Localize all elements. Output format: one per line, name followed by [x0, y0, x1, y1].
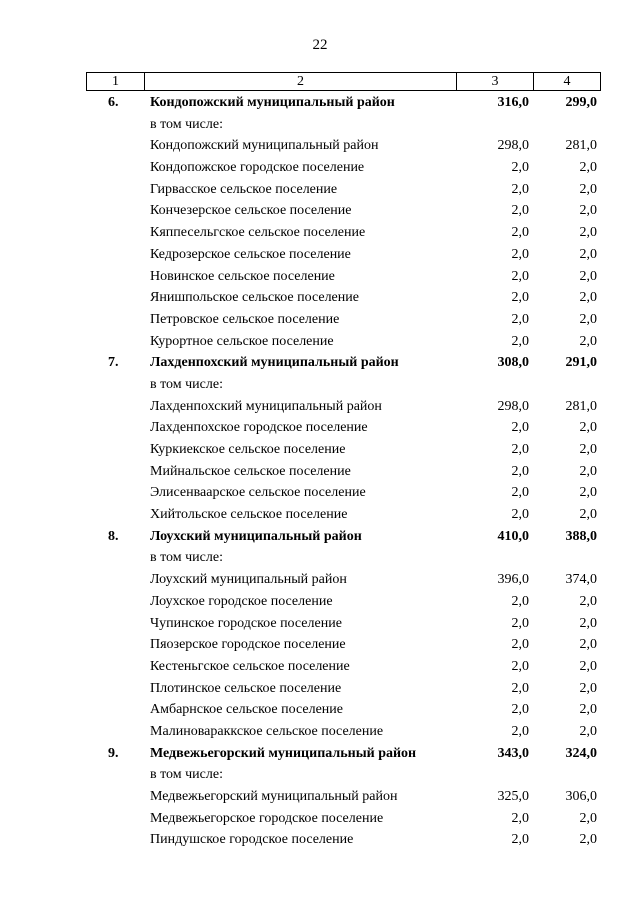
row-value-col4: 2,0 [579, 225, 597, 241]
table-row [86, 591, 601, 613]
row-value-col3: 2,0 [511, 225, 529, 241]
row-name: Лоухское городское поселение [150, 593, 333, 609]
row-name: Малиновараккское сельское поселение [150, 723, 384, 739]
table-row [86, 808, 601, 830]
row-name: Мийнальское сельское поселение [150, 463, 351, 479]
row-name: Пиндушское городское поселение [150, 832, 354, 848]
table-row [86, 656, 601, 678]
row-value-col4: 281,0 [565, 398, 597, 414]
row-value-col3: 2,0 [511, 832, 529, 848]
row-name: Лахденпохский муниципальный район [150, 398, 382, 414]
row-name: Кяппесельгское сельское поселение [150, 225, 366, 241]
row-value-col3: 410,0 [497, 528, 529, 544]
table-row [86, 114, 601, 136]
table-row [86, 678, 601, 700]
row-value-col3: 2,0 [511, 507, 529, 523]
row-name: Медвежьегорский муниципальный район [150, 745, 417, 761]
row-name: Хийтольское сельское поселение [150, 507, 348, 523]
header-col-4: 4 [563, 74, 571, 89]
row-value-col4: 2,0 [579, 268, 597, 284]
row-name: в том числе: [150, 550, 223, 566]
table-row [86, 222, 601, 244]
row-value-col4: 2,0 [579, 246, 597, 262]
table-row [86, 374, 601, 396]
row-number: 7. [108, 355, 119, 371]
row-name: Лахденпохский муниципальный район [150, 355, 399, 371]
row-name: Курортное сельское поселение [150, 333, 334, 349]
table-row [86, 287, 601, 309]
table-header [86, 72, 601, 91]
table-row [86, 309, 601, 331]
row-value-col4: 2,0 [579, 810, 597, 826]
row-value-col4: 2,0 [579, 203, 597, 219]
row-value-col3: 2,0 [511, 268, 529, 284]
row-value-col3: 2,0 [511, 181, 529, 197]
row-value-col3: 2,0 [511, 203, 529, 219]
district-row [86, 743, 601, 765]
row-value-col4: 388,0 [565, 528, 597, 544]
table-row [86, 699, 601, 721]
row-value-col3: 2,0 [511, 680, 529, 696]
table-row [86, 569, 601, 591]
row-value-col3: 2,0 [511, 420, 529, 436]
page-number: 22 [312, 37, 328, 53]
table-row [86, 721, 601, 743]
table-row [86, 331, 601, 353]
row-value-col3: 2,0 [511, 246, 529, 262]
district-row [86, 526, 601, 548]
row-value-col4: 2,0 [579, 637, 597, 653]
row-value-col3: 2,0 [511, 290, 529, 306]
district-row [86, 92, 601, 114]
row-value-col3: 343,0 [497, 745, 529, 761]
row-value-col4: 2,0 [579, 181, 597, 197]
row-value-col4: 2,0 [579, 160, 597, 176]
row-name: Лахденпохское городское поселение [150, 420, 368, 436]
row-value-col4: 2,0 [579, 485, 597, 501]
row-name: Медвежьегорское городское поселение [150, 810, 384, 826]
row-name: Чупинское городское поселение [150, 615, 342, 631]
row-name: в том числе: [150, 376, 223, 392]
row-name: Янишпольское сельское поселение [150, 290, 359, 306]
row-number: 9. [108, 745, 119, 761]
row-value-col4: 2,0 [579, 723, 597, 739]
row-value-col3: 396,0 [497, 572, 529, 588]
row-value-col3: 298,0 [497, 398, 529, 414]
row-value-col3: 316,0 [497, 95, 529, 110]
row-value-col3: 2,0 [511, 593, 529, 609]
table-row [86, 179, 601, 201]
table-row [86, 634, 601, 656]
row-name: Пяозерское городское поселение [150, 637, 346, 653]
row-number: 8. [108, 528, 119, 544]
row-name: Медвежьегорский муниципальный район [150, 789, 398, 804]
row-value-col3: 2,0 [511, 333, 529, 349]
row-value-col4: 306,0 [565, 789, 597, 804]
table-row [86, 764, 601, 786]
row-value-col3: 2,0 [511, 810, 529, 826]
row-name: в том числе: [150, 116, 223, 132]
row-value-col3: 2,0 [511, 615, 529, 631]
row-value-col4: 2,0 [579, 442, 597, 457]
row-value-col3: 325,0 [497, 789, 529, 804]
table-row [86, 439, 601, 461]
row-name: Кедрозерское сельское поселение [150, 246, 351, 262]
table-row [86, 200, 601, 222]
table-row [86, 786, 601, 808]
row-name: Амбарнское сельское поселение [150, 702, 343, 718]
header-col-3: 3 [457, 73, 534, 90]
row-value-col4: 2,0 [579, 290, 597, 306]
row-value-col4: 291,0 [565, 355, 597, 371]
table-row [86, 417, 601, 439]
row-value-col3: 2,0 [511, 702, 529, 718]
row-name: Куркиекское сельское поселение [150, 442, 346, 457]
row-value-col4: 2,0 [579, 702, 597, 718]
row-value-col3: 2,0 [511, 311, 529, 327]
row-value-col4: 2,0 [579, 680, 597, 696]
row-value-col3: 2,0 [511, 637, 529, 653]
row-name: в том числе: [150, 767, 223, 783]
row-value-col3: 298,0 [497, 138, 529, 154]
table-row [86, 482, 601, 504]
table-row [86, 135, 601, 157]
row-value-col4: 2,0 [579, 463, 597, 479]
row-value-col3: 2,0 [511, 463, 529, 479]
row-number: 6. [108, 95, 119, 110]
header-col-2: 2 [145, 73, 457, 90]
table-row [86, 157, 601, 179]
table-row [86, 829, 601, 851]
row-name: Гирвасское сельское поселение [150, 181, 338, 197]
row-name: Кестеньгское сельское поселение [150, 658, 350, 674]
table-row [86, 266, 601, 288]
row-name: Кондопожский муниципальный район [150, 95, 395, 110]
row-value-col3: 2,0 [511, 658, 529, 674]
row-name: Лоухский муниципальный район [150, 572, 347, 588]
row-value-col4: 2,0 [579, 615, 597, 631]
row-name: Лоухский муниципальный район [150, 528, 362, 544]
row-value-col4: 374,0 [565, 572, 597, 588]
row-name: Плотинское сельское поселение [150, 680, 342, 696]
row-value-col4: 2,0 [579, 333, 597, 349]
row-value-col4: 324,0 [565, 745, 597, 761]
row-value-col4: 2,0 [579, 832, 597, 848]
table-row [86, 244, 601, 266]
row-value-col4: 2,0 [579, 311, 597, 327]
row-value-col4: 2,0 [579, 593, 597, 609]
district-row [86, 352, 601, 374]
row-value-col3: 2,0 [511, 723, 529, 739]
row-name: Кондопожский муниципальный район [150, 138, 379, 154]
row-value-col3: 2,0 [511, 442, 529, 457]
table-row [86, 461, 601, 483]
row-value-col4: 2,0 [579, 507, 597, 523]
row-name: Кончезерское сельское поселение [150, 203, 352, 219]
row-value-col3: 2,0 [511, 160, 529, 176]
table-row [86, 396, 601, 418]
row-name: Элисенваарское сельское поселение [150, 485, 366, 501]
row-value-col4: 281,0 [565, 138, 597, 154]
row-value-col3: 2,0 [511, 485, 529, 501]
row-value-col3: 308,0 [497, 355, 529, 371]
row-value-col4: 299,0 [565, 95, 597, 110]
header-col-1: 1 [87, 73, 145, 90]
row-value-col4: 2,0 [579, 658, 597, 674]
table-row [86, 613, 601, 635]
row-name: Кондопожское городское поселение [150, 160, 365, 176]
row-name: Петровское сельское поселение [150, 311, 340, 327]
table-row [86, 504, 601, 526]
table-body [86, 92, 601, 851]
row-name: Новинское сельское поселение [150, 268, 335, 284]
row-value-col4: 2,0 [579, 420, 597, 436]
table-row [86, 547, 601, 569]
